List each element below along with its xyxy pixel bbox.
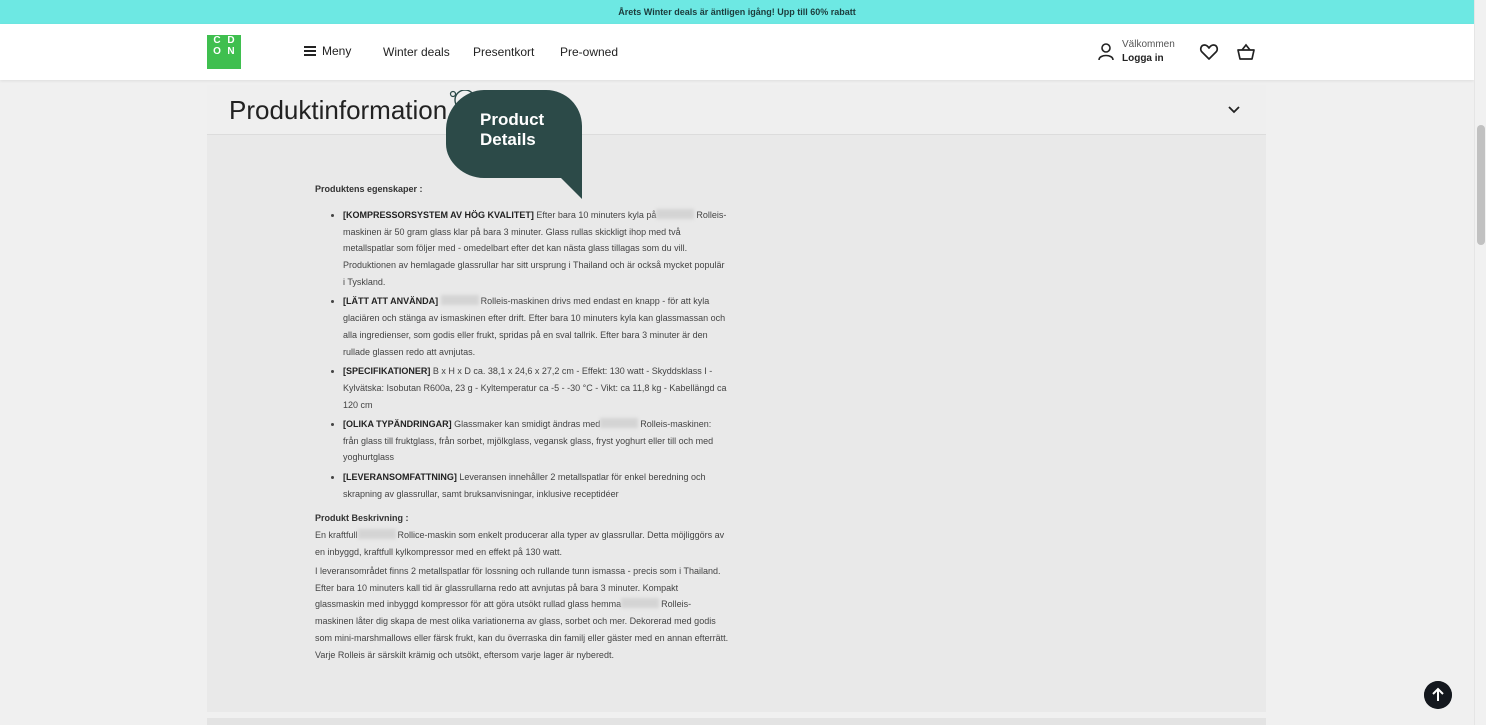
product-info-header[interactable] [207,85,1266,135]
list-item: • [KOMPRESSORSYSTEM AV HÖG KVALITET] Efter bara 10 minuters kyla på Rolleis-maskinen är 50 gram glass klar på bara 3 minuter. Glass rullas skickligt ihop med två metallspatlar som följer med - omedelbart efter det kan nästa glass tillagas som du vill. Produktionen av hemlagade glassrullar har sitt ursprung i Thailand och är också mycket populär i Tyskland. [343,207,729,291]
user-icon [1098,43,1114,61]
site-header [0,24,1474,80]
promo-text: Årets Winter deals är äntligen igång! Upp till 60% rabatt [618,7,856,17]
blurred-brand [600,418,638,428]
chevron-down-icon[interactable] [1225,101,1243,119]
description-paragraph-1: En kraftfull Rollice-maskin som enkelt producerar alla typer av glassrullar. Detta möjliggörs av en inbyggd, kraftfull kylkompressor med en effekt på 130 watt. [315,530,725,557]
features-list [343,207,729,503]
menu-label: Meny [322,44,352,58]
list-item: • [LEVERANSOMFATTNING] Leveransen innehåller 2 metallspatlar för enkel beredning och skrapning av glassrullar, samt bruksanvisningar, inklusive receptidéer [343,469,729,503]
next-section-bar[interactable] [207,718,1266,725]
menu-button[interactable] [304,44,351,58]
blurred-brand [621,598,659,608]
heart-icon[interactable] [1199,42,1219,62]
page-scrollbar[interactable] [1474,0,1486,725]
blurred-brand [441,295,479,305]
nav-presentkort[interactable]: Presentkort [473,45,535,59]
back-to-top-button[interactable] [1424,681,1452,709]
product-info-panel [207,85,1266,712]
welcome-text: Välkommen [1122,39,1175,50]
list-item: • [LÄTT ATT ANVÄNDA] Rolleis-maskinen drivs med endast en knapp - för att kyla glaciären och stänga av ismaskinen efter drift. Efter bara 10 minuters kyla kan glassmassan och alla ingredienser, som godis eller frukt, spridas på en sval tallrik. Efter bara 3 minuter är den rullade glassen redo att avnjutas. [343,293,729,360]
product-details-badge: Product Details [480,110,545,149]
nav-winter-deals[interactable]: Winter deals [383,45,450,59]
promo-banner[interactable] [0,0,1474,24]
blurred-brand [358,529,396,539]
login-text: Logga in [1122,53,1164,64]
cdon-logo[interactable]: C D O N [207,35,241,69]
description-paragraph-2: I leveransområdet finns 2 metallspatlar för lossning och rullande tunn ismassa - precis som i Thailand. Efter bara 10 minuters kall tid är glassrullarna redo att avnjutas på bara 3 minuter. Kompakt glassmaskin med inbyggd kompressor för att göra utsökt rullad glass hemma Rolleis-maskinen låter dig skapa de mest olika variationerna av glass, sorbet och mer. Dekorerad med godis som mini-marshmallows eller färsk frukt, kan du överraska din familj eller gäster med en annan efterrätt. Varje Rolleis är särskilt krämig och utsökt, eftersom varje lager är nyberedt. [315,565,729,660]
login-link[interactable] [1098,38,1175,66]
blurred-brand [656,209,694,219]
features-heading: Produktens egenskaper : [315,184,423,194]
hamburger-icon [304,46,316,56]
basket-icon[interactable] [1236,42,1256,62]
list-item: • [SPECIFIKATIONER] B x H x D ca. 38,1 x 24,6 x 27,2 cm - Effekt: 130 watt - Skyddsklass I - Kylvätska: Isobutan R600a, 23 g - Kyltemperatur ca -5 - -30 °C - Vikt: ca 11,8 kg - Kabellängd ca 120 cm [343,363,729,413]
description-heading: Produkt Beskrivning : [315,513,409,524]
scroll-thumb[interactable] [1477,125,1485,245]
list-item: • [OLIKA TYPÄNDRINGAR] Glassmaker kan smidigt ändras med Rolleis-maskinen: från glass till fruktglass, från sorbet, mjölkglass, vegansk glass, fryst yoghurt eller till och med yoghurtglass [343,416,729,466]
product-description [315,181,729,666]
panel-title: Produktinformation [229,95,448,125]
nav-pre-owned[interactable]: Pre-owned [560,45,619,59]
